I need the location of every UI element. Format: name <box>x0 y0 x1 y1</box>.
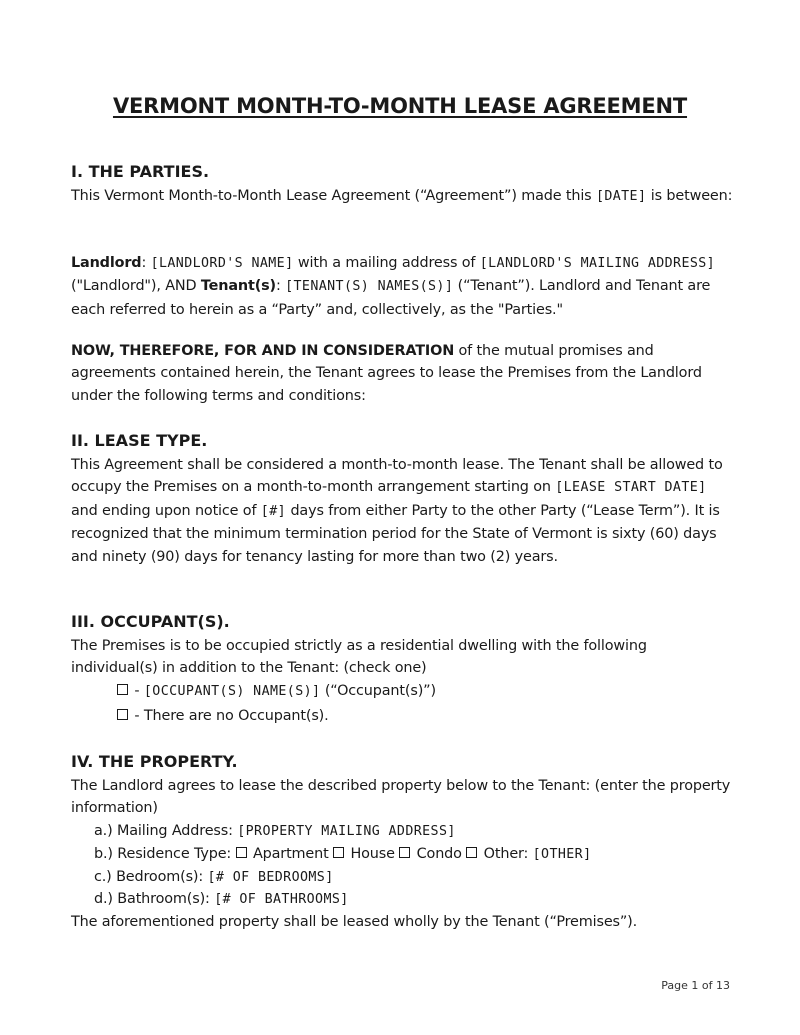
section-heading-parties: I. THE PARTIES. <box>71 162 210 181</box>
condo-checkbox[interactable] <box>399 847 410 858</box>
occupant-option-2-text: - There are no Occupant(s). <box>130 708 329 724</box>
lease-start-date-field: [LEASE START DATE] <box>555 480 707 496</box>
occupant-option-1 <box>117 680 717 703</box>
occupant-checkbox-2[interactable] <box>117 709 128 720</box>
lease-type-paragraph <box>71 454 733 568</box>
lease-type-text-1: This Agreement shall be considered a month-to-month lease. The Tenant shall be allowed to occupy the Premises on a month-to-month arrangement starting on <box>71 457 723 496</box>
other-field: [OTHER] <box>532 847 592 862</box>
landlord-name-field: [LANDLORD'S NAME] <box>150 256 294 271</box>
residence-type-label: b.) Residence Type: <box>94 846 236 862</box>
bathrooms-field: [# OF BATHROOMS] <box>214 892 349 907</box>
bedrooms-field: [# OF BEDROOMS] <box>207 870 334 885</box>
section-heading-occupants: III. OCCUPANT(S). <box>71 612 230 631</box>
apartment-label: Apartment <box>248 846 334 862</box>
landlord-text: with a mailing address of <box>293 255 480 271</box>
house-label: House <box>346 846 400 862</box>
occupant-names-field: [OCCUPANT(S) NAME(S)] <box>143 684 321 699</box>
occupant-option-2 <box>117 705 717 727</box>
property-item-a <box>94 820 734 843</box>
other-checkbox[interactable] <box>466 847 477 858</box>
property-item-c <box>94 866 734 889</box>
consideration-paragraph <box>71 340 733 407</box>
lease-type-text-2: and ending upon notice of <box>71 502 261 519</box>
page-number: Page 1 of 13 <box>661 979 730 992</box>
landlord-label: Landlord <box>71 255 142 271</box>
date-field: [DATE] <box>595 189 647 204</box>
landlord-suffix: ("Landlord"), AND <box>71 278 201 295</box>
condo-label: Condo <box>412 846 467 862</box>
property-paragraph: The Landlord agrees to lease the described property below to the Tenant: (enter the property information) <box>71 778 731 817</box>
document-title: VERMONT MONTH-TO-MONTH LEASE AGREEMENT <box>112 94 688 118</box>
house-checkbox[interactable] <box>333 847 344 858</box>
section-heading-property: IV. THE PROPERTY. <box>71 752 238 771</box>
tenant-suffix: (“Tenant”). Landlord and Tenant are each referred to herein as a “Party” and, collectively, as the "Parties." <box>71 278 711 318</box>
notice-days-field: [#] <box>260 503 287 519</box>
mailing-address-label: a.) Mailing Address: <box>94 823 238 839</box>
tenant-label: Tenant(s) <box>200 278 276 295</box>
tenant-names-field: [TENANT(S) NAMES(S)] <box>285 279 454 295</box>
consideration-bold: NOW, THEREFORE, FOR AND IN CONSIDERATION <box>71 343 455 359</box>
parties-landlord-tenant: Landlord: [LANDLORD'S NAME] with a mailing address of [LANDLORD'S MAILING ADDRESS] ("Landlord"), AND Tenant(s): [TENANT(S) NAMES(S)] (“Tenant”). Landlord and Tenant are each referred to herein as a “Party” and, collectively, as the "Parties." <box>71 255 716 318</box>
parties-intro-text: This Vermont Month-to-Month Lease Agreement (“Agreement”) made this <box>71 188 596 204</box>
occupant-checkbox-1[interactable] <box>117 684 128 695</box>
property-closing: The aforementioned property shall be leased wholly by the Tenant (“Premises”). <box>71 914 638 930</box>
section-heading-lease-type: II. LEASE TYPE. <box>71 431 208 450</box>
bedrooms-label: c.) Bedroom(s): <box>94 869 208 885</box>
parties-intro <box>71 185 733 208</box>
property-item-d <box>94 888 734 911</box>
other-label: Other: <box>479 846 533 862</box>
landlord-address-field: [LANDLORD'S MAILING ADDRESS] <box>479 256 716 271</box>
parties-intro-end: is between: <box>646 188 733 204</box>
property-mailing-address-field: [PROPERTY MAILING ADDRESS] <box>237 824 456 839</box>
property-item-b <box>94 843 734 866</box>
apartment-checkbox[interactable] <box>236 847 247 858</box>
consideration-text: of the mutual promises and agreements contained herein, the Tenant agrees to lease the Premises from the Landlord under the following terms and conditions: <box>71 343 702 404</box>
occupant-option-1-prefix: - <box>130 683 144 699</box>
lease-type-text-3: days from either Party to the other Party (“Lease Term”). It is recognized that the minimum termination period for the State of Vermont is sixty (60) days and ninety (90) days for tenancy lasting for more than two (2) years. <box>71 502 720 565</box>
occupants-paragraph: The Premises is to be occupied strictly as a residential dwelling with the following individual(s) in addition to the Tenant: (check one) <box>71 638 647 677</box>
bathrooms-label: d.) Bathroom(s): <box>94 891 215 907</box>
occupant-option-1-suffix: (“Occupant(s)”) <box>320 683 436 699</box>
